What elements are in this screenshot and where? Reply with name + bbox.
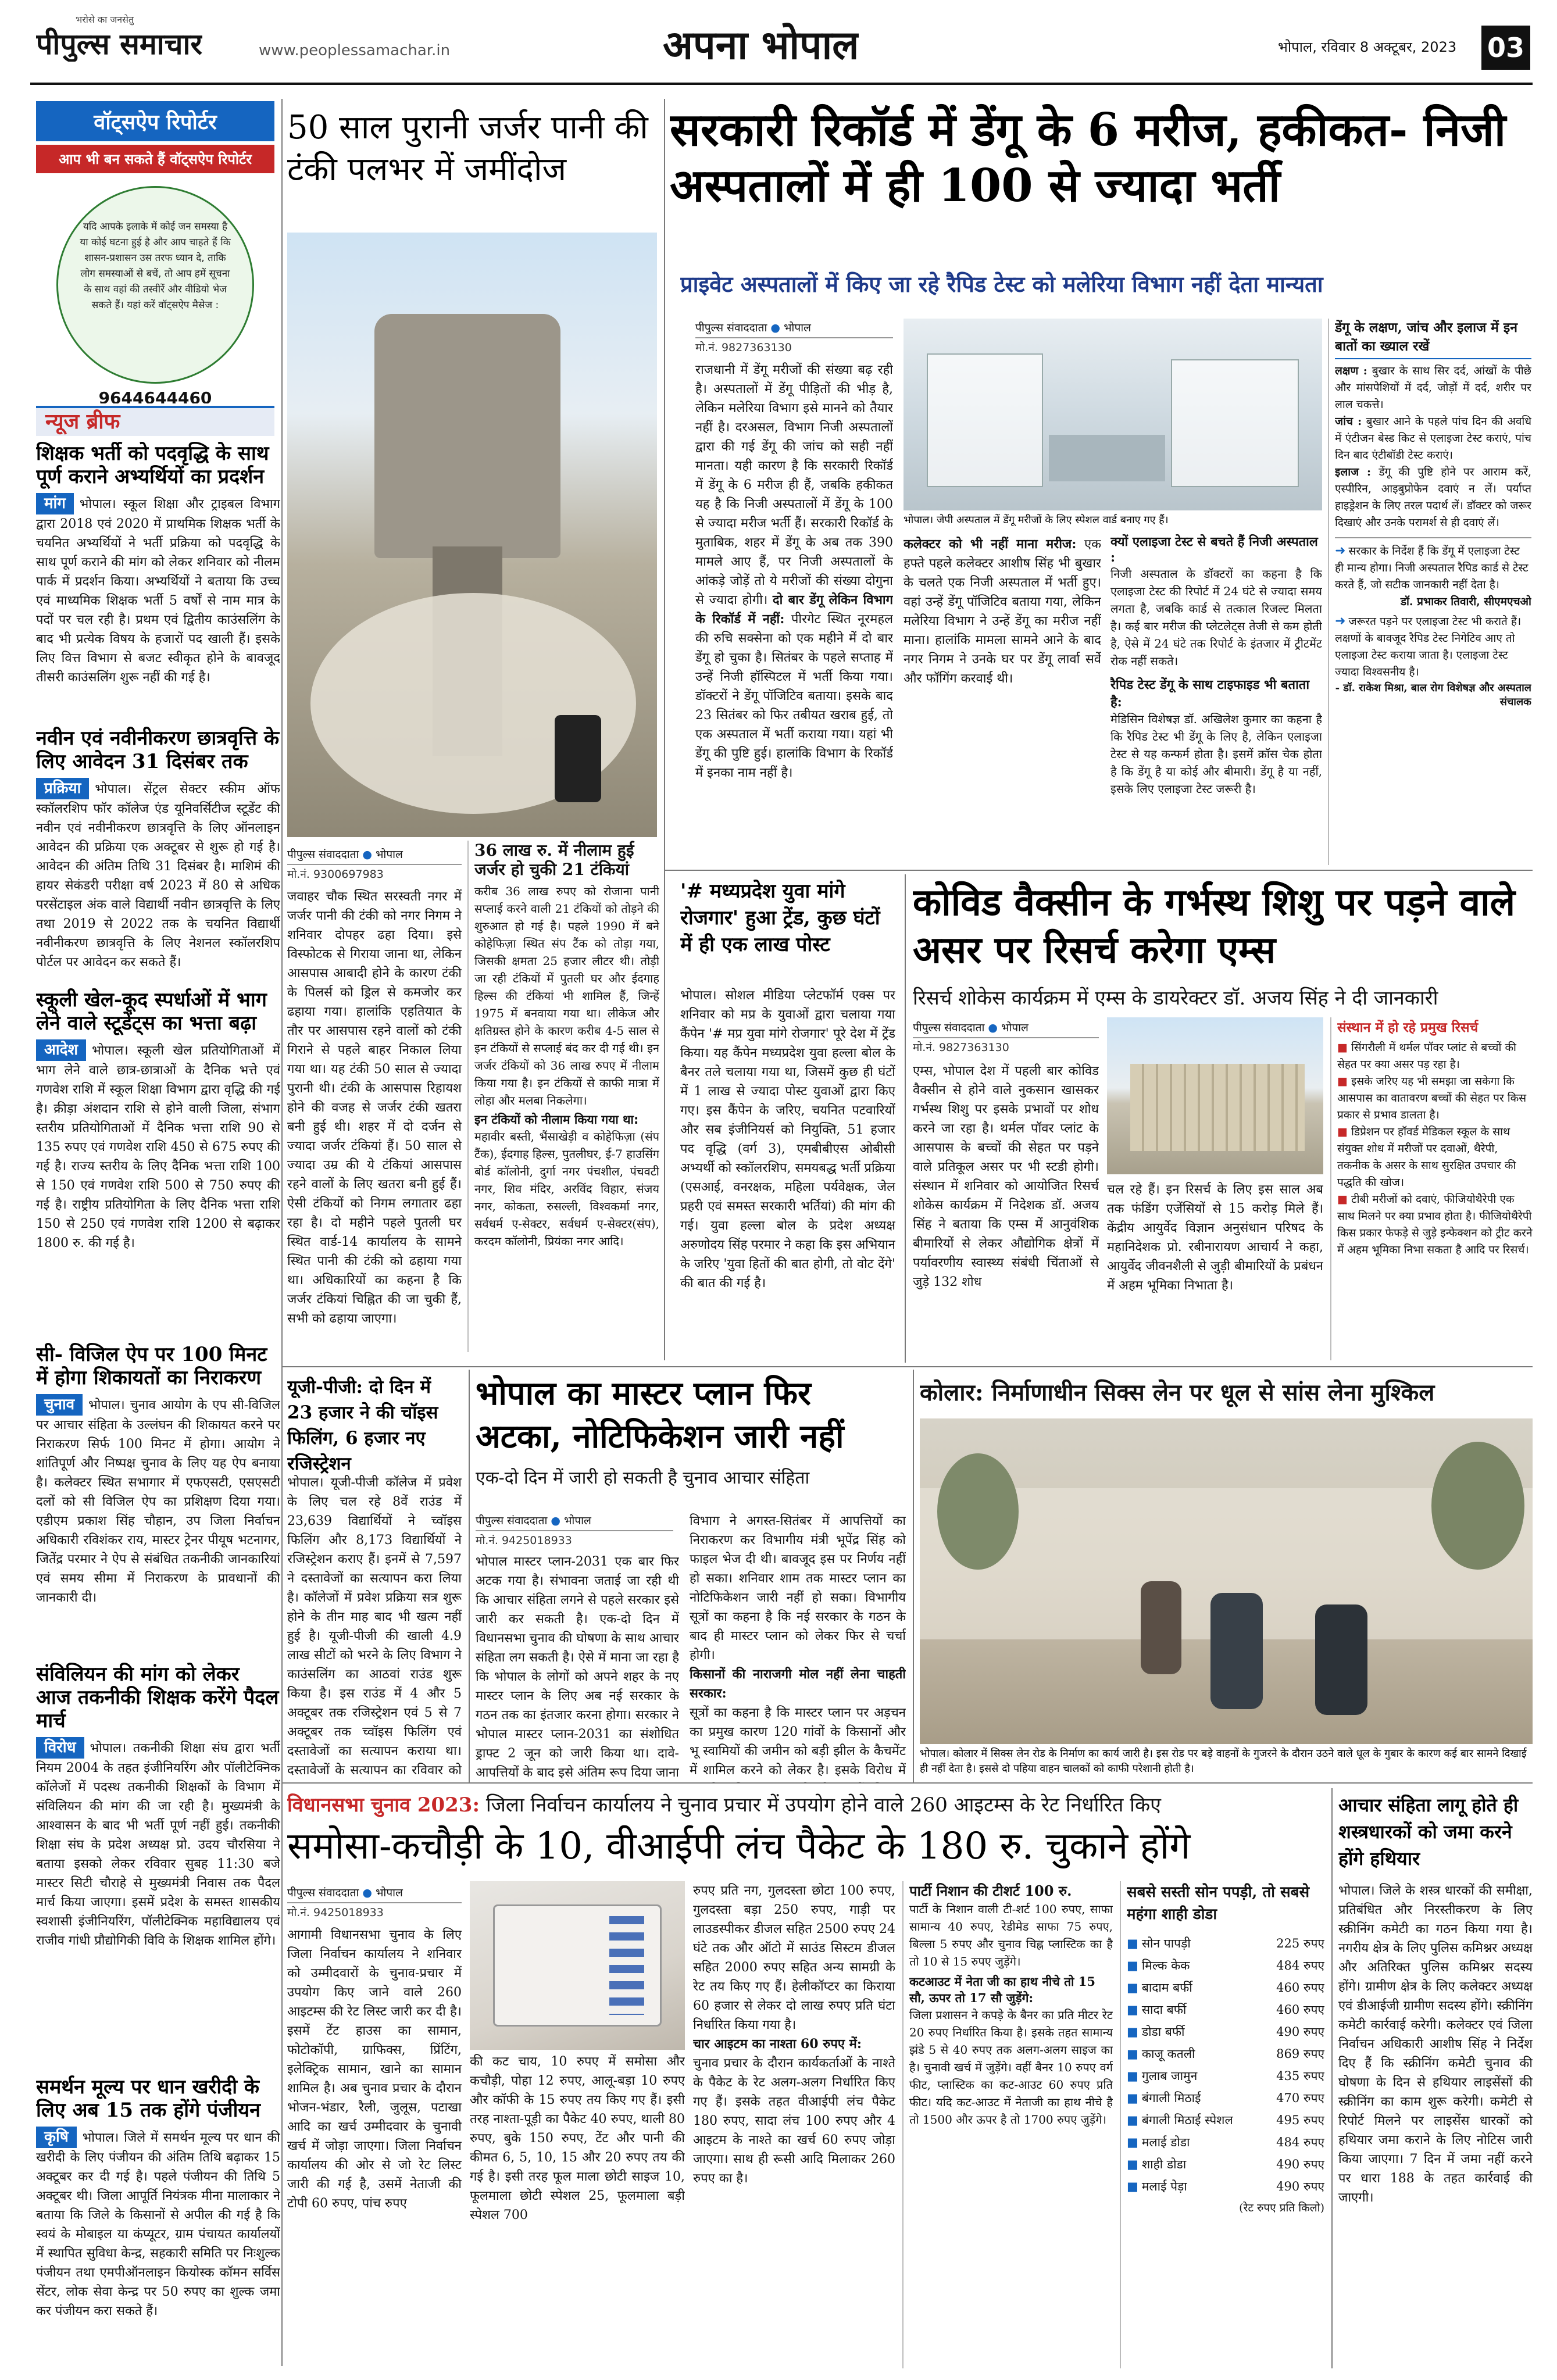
weapons-headline[interactable]: आचार संहिता लागू होते ही शस्त्रधारकों को जमा करने होंगे हथियार xyxy=(1338,1794,1519,1870)
election-text4: चुनाव प्रचार के दौरान कार्यकर्ताओं के नाश्ते के पैकेट के रेट अलग-अलग निर्धारित किए गए हैं। इसके तहत वीआईपी लंच पैकेट 180 रुपए, सादा लंच 100 रुपए और 4 आइटम के नाश्ते का खर्च 60 रुपए जोड़ा जाएगा। साथ ही रूसी आदि मिलाकर 260 रुपए का है। xyxy=(693,2056,895,2186)
election-mobile: मो.नं. 9425018933 xyxy=(287,1906,384,1919)
election-byline xyxy=(287,1884,462,1903)
election-kicker-text: जिला निर्वाचन कार्यालय ने चुनाव प्रचार में उपयोग होने वाले 260 आइटम्स के रेट निर्धारित किए xyxy=(485,1793,1161,1817)
bullet-icon: ■ xyxy=(1127,2157,1138,2171)
water-tank-shape xyxy=(374,314,560,558)
news-brief-heading xyxy=(36,406,274,436)
column-divider xyxy=(902,1881,904,2368)
evm-buttons xyxy=(609,1916,644,2015)
election-col3 xyxy=(693,1881,895,2368)
dengue-quote2-by: - डॉ. राकेश मिश्रा, बाल रोग विशेषज्ञ और अस्पताल संचालक xyxy=(1335,682,1531,708)
byline-city: भोपाल xyxy=(784,321,811,334)
tank-side-headline: 36 लाख रु. में नीलाम हुई जर्जर हो चुकी 21 टंकियां xyxy=(474,841,634,880)
byline-name: पीपुल्स संवाददाता xyxy=(476,1514,548,1527)
bullet-icon: ■ xyxy=(1127,2113,1138,2127)
rate-price: 484 रुपए xyxy=(1276,2135,1324,2149)
motorbike xyxy=(1210,1593,1263,1709)
brief-item xyxy=(36,1663,280,2070)
covid-byline xyxy=(913,1019,1099,1038)
scooter xyxy=(1141,1581,1181,1674)
masterplan-subhead: एक-दो दिन में जारी हो सकती है चुनाव आचार संहिता xyxy=(476,1468,810,1488)
election-kicker: विधानसभा चुनाव 2023: xyxy=(287,1793,480,1817)
bullet-icon: ● xyxy=(770,321,781,334)
rate-price: 470 रुपए xyxy=(1276,2091,1324,2105)
bullet-icon: ● xyxy=(362,1886,373,1899)
masthead xyxy=(0,0,1557,99)
brief-headline[interactable]: स्कूली खेल-कूद स्पर्धाओं में भाग लेने वाले स्टूडेंट्स का भत्ता बढ़ा xyxy=(36,988,267,1035)
covid-sidebar-item xyxy=(1337,1124,1533,1191)
sidebar-value: बुखार आने के पहले पांच दिन की अवधि में एंटीजन बेस्ड किट से एलाइजा टेस्ट कराएं, पांच दिन बाद एंटीबॉडी टेस्ट कराएं। xyxy=(1335,415,1531,462)
column-divider xyxy=(469,1370,470,1782)
brief-headline[interactable]: नवीन एवं नवीनीकरण छात्रवृत्ति के लिए आवेदन 31 दिसंबर तक xyxy=(36,727,280,774)
rate-price: 484 रुपए xyxy=(1276,1959,1324,1972)
rate-price: 435 रुपए xyxy=(1276,2069,1324,2083)
column-divider xyxy=(1331,1788,1333,2368)
rate-item: काजू कतली xyxy=(1141,2047,1195,2061)
masterplan-mobile: मो.नं. 9425018933 xyxy=(476,1534,572,1547)
election-subhead: चार आइटम का नाश्ता 60 रुपए में: xyxy=(693,2036,862,2052)
rate-item: गुलाब जामुन xyxy=(1141,2069,1198,2083)
dengue-sidebar xyxy=(1335,319,1531,865)
bullet-icon: ● xyxy=(551,1514,561,1527)
sidebar-key: इलाज : xyxy=(1335,466,1372,478)
brief-text: भोपाल। सेंट्रल सेक्टर स्कीम ऑफ स्कॉलरशिप फॉर कॉलेज एंड यूनिवर्सिटीज स्टूडेंट की नवीन एवं नवीनीकरण छात्रवृत्ति के लिए ऑनलाइन आवेदन की प्रक्रिया एक अक्टूबर से शुरू हो गई है। आवेदन की अंतिम तिथि 31 दिसंबर है। माशिमं की हायर सेकंडरी परीक्षा वर्ष 2023 में 80 से अधिक परसेंटाइल अंक वाले विद्यार्थी नवीन छात्रवृत्ति के लिए तथा 2019 से 2022 तक के चयनित विद्यार्थी नवीनीकरण छात्रवृत्ति के लिए नेशनल स्कॉलरशिप पोर्टल पर आवेदन कर सकते हैं। xyxy=(36,782,280,970)
bullet-icon: ● xyxy=(988,1021,998,1034)
election-text2: की कट चाय, 10 रुपए में समोसा और कचौड़ी, पोहा 12 रुपए, आलू-बड़ा 10 रुपए और कॉफी के 15 रुपए तय किए गए हैं। इसी तरह नाश्ता-पूड़ी का पैकेट 40 रुपए, थाली 80 रुपए, बुके 150 रुपए, टेंट और पानी की कीमत 6, 5, 10, 15 और 20 रुपए तय की गई है। इसी तरह फूल माला छोटी साइज 10, फूलमाला छोटी स्पेशल 25, फूलमाला बड़ी स्पेशल 700 xyxy=(470,2054,685,2222)
brief-label: विरोध xyxy=(36,1737,84,1759)
rate-item: बादाम बर्फी xyxy=(1141,1981,1192,1995)
ugpg-text: भोपाल। यूजी-पीजी कॉलेज में प्रवेश के लिए चल रहे 8वें राउंड में 23,639 विद्यार्थियों ने च्वॉइस फिलिंग और 8,173 विद्यार्थियों ने रजिस्ट्रेशन कराए हैं। इनमें से 7,597 ने दस्तावेजों का सत्यापन करा लिया है। कॉलेजों में प्रवेश प्रक्रिया सत्र शुरू होने के तीन माह बाद भी खत्म नहीं हुई है। यूजी-पीजी की खाली 4.9 लाख सीटों को भरने के लिए विभाग ने काउंसलिंग का आठवां राउंड शुरू किया है। इस राउंड में 4 और 5 अक्टूबर तक रजिस्ट्रेशन एवं 5 से 7 अक्टूबर तक च्वॉइस फिलिंग एवं दस्तावेजों का सत्यापन कराया था। दस्तावेजों के सत्यापन का रविवार को xyxy=(287,1475,462,1778)
covid-sidebar-item xyxy=(1337,1073,1533,1124)
trend-text: भोपाल। सोशल मीडिया प्लेटफॉर्म एक्स पर शनिवार को मप्र के युवाओं द्वारा चलाया गया कैंपेन '# मप्र युवा मांगे रोजगार' पूरे देश में ट्रेंड किया। यह कैंपेन मध्यप्रदेश युवा हल्ला बोल के बैनर तले चलाया गया था, जिसमें कुछ ही घंटों में 1 लाख से ज्यादा पोस्ट युवाओं द्वारा किए गए। इस कैंपेन के जरिए, चयनित पटवारियों और सब इंजीनियर्स को नियुक्ति, 51 हजार पद वृद्धि (वर्ग 3), एमबीबीएस ओबीसी अभ्यर्थी को स्कॉलरशिप, समयबद्ध भर्ती प्रक्रिया (एसआई, वनरक्षक, महिला पर्यवेक्षक, जेल प्रहरी एवं समस्त सरकारी भर्तियां) की मांग की गई। युवा हल्ला बोल के प्रदेश अध्यक्ष अरुणोदय सिंह परमार ने कहा कि इस अभियान के जरिए 'युवा हितों की बात होगी, तो वोट देंगे' की बात की गई है। xyxy=(680,988,895,1291)
byline-name: पीपुल्स संवाददाता xyxy=(913,1021,985,1034)
masterplan-subhead2: किसानों की नाराजगी मोल नहीं लेना चाहती सरकार: xyxy=(690,1667,906,1701)
covid-sidebar-title: संस्थान में हो रहे प्रमुख रिसर्च xyxy=(1337,1020,1479,1035)
covid-headline[interactable]: कोविड वैक्सीन के गर्भस्थ शिशु पर पड़ने वाले असर पर रिसर्च करेगा एम्स xyxy=(913,881,1516,972)
election-text1: आगामी विधानसभा चुनाव के लिए जिला निर्वाचन कार्यालय ने शनिवार को उम्मीदवारों के चुनाव-प्रचार में उपयोग किए जाने वाले 260 आइटम्स की रेट लिस्ट जारी कर दी है। इसमें टेंट हाउस का सामान, फोटोकॉपी, ग्राफिक्स, प्रिंटिंग, इलेक्ट्रिक सामान, खाने का सामान शामिल है। अब चुनाव प्रचार के दौरान भोजन-भंडार, रैली, जुलूस, पटाखा आदि का खर्च उम्मीदवार के चुनावी खर्च में जोड़ा जाएगा। जिला निर्वाचन कार्यालय की ओर से जो रेट लिस्ट जारी की गई है, उसमें नेताजी की टोपी 60 रुपए, पांच रुपए xyxy=(287,1928,462,2211)
byline-name: पीपुल्स संवाददाता xyxy=(287,848,359,861)
bullet-icon: ■ xyxy=(1337,1193,1348,1206)
whatsapp-phone[interactable]: 9644644460 xyxy=(98,388,212,403)
dengue-mobile: मो.नं. 9827363130 xyxy=(695,341,792,354)
rates-note: (रेट रुपए प्रति किलो) xyxy=(1239,2202,1324,2214)
masterplan-byline xyxy=(476,1511,673,1531)
bullet-icon: ■ xyxy=(1337,1041,1348,1054)
dengue-sidebar-item xyxy=(1335,464,1531,531)
brief-label: मांग xyxy=(36,493,74,514)
dengue-box xyxy=(1110,533,1322,858)
rate-row xyxy=(1127,2065,1324,2087)
dengue-quote1: सरकार के निर्देश हैं कि डेंगू में एलाइजा टेस्ट ही मान्य होगा। निजी अस्पताल रैपिड कार्ड से टेस्ट करते हैं, जो सटीक जानकारी नहीं देता है। xyxy=(1335,545,1529,591)
covid-text2: चल रहे हैं। इन रिसर्च के लिए इस साल अब तक फंडिंग एजेंसियों से 15 करोड़ मिले हैं। केंद्रीय आयुर्वेद विज्ञान अनुसंधान परिषद के महानिदेशक प्रो. रबीनारायण आचार्य ने कहा, आयुर्वेद जीवनशैली से जुड़ी बीमारियों के प्रबंधन में अहम भूमिका निभाता है। xyxy=(1107,1182,1323,1293)
bullet-icon: ● xyxy=(362,848,373,861)
rate-row xyxy=(1127,2043,1324,2065)
brief-text: भोपाल। तकनीकी शिक्षा संघ द्वारा भर्ती नियम 2004 के तहत इंजीनियरिंग और पॉलीटेक्निक कॉलेजों में पदस्थ तकनीकी शिक्षकों के विभाग में संविलियन की मांग की जा रही है। मुख्यमंत्री के आश्वासन के बाद भी भर्ती पूर्ण नहीं हुई। तकनीकी शिक्षा संघ के प्रदेश अध्यक्ष प्रो. उदय चौरसिया ने बताया इसको लेकर रविवार सुबह 11:30 बजे मास्टर सिटी चौराहे से मुख्यमंत्री निवास तक पैदल मार्च किया जाएगा। इसमें प्रदेश के समस्त शासकीय स्वशासी इंजीनियरिंग, पॉलीटेक्निक महाविद्यालय एवं राजीव गांधी प्रौद्योगिकी विवि के शिक्षक शामिल होंगे। xyxy=(36,1741,280,1949)
byline-city: भोपाल xyxy=(1001,1021,1029,1034)
research-item: टीबी मरीजों को दवाएं, फीजियोथैरेपी एक साथ मिलने पर क्या प्रभाव होता है। फीजियोथैरेपी किस प्रकार फेफड़े से जुड़े इन्फेक्शन को ट्रीट करने में अहम भूमिका निभा सकता है आदि पर रिसर्च। xyxy=(1337,1193,1533,1256)
byline-city: भोपाल xyxy=(376,1886,403,1899)
bullet-icon: ■ xyxy=(1127,2135,1138,2149)
brief-headline[interactable]: संविलियन की मांग को लेकर आज तकनीकी शिक्षक करेंगे पैदल मार्च xyxy=(36,1663,279,1733)
bullet-icon: ■ xyxy=(1337,1075,1348,1088)
rate-row xyxy=(1127,2175,1324,2197)
rate-item: मलाई डोडा xyxy=(1141,2135,1190,2149)
column-divider xyxy=(1120,1881,1121,2368)
rate-price: 460 रुपए xyxy=(1276,1981,1324,1995)
election-headline[interactable]: समोसा-कचौड़ी के 10, वीआईपी लंच पैकेट के 180 रु. चुकाने होंगे xyxy=(287,1825,1191,1868)
quote-arrow-icon: ➜ xyxy=(1335,544,1346,558)
dengue-subhead2: दो बार डेंगू लेकिन विभाग के रिकॉर्ड में नहीं: xyxy=(695,592,893,627)
tank-side-text: करीब 36 लाख रुपए को रोजाना पानी सप्लाई करने वाली 21 टंकियों को तोड़ने की शुरुआत हो गई है। पहले 1990 में बने कोहेफिज़ा स्थित संप टैंक को तोड़ा गया, जिसकी क्षमता 25 हजार लीटर थी। तोड़ी जा रही टंकियों में पुतली घर और ईदगाह हिल्स की टंकियां भी शामिल हैं, जिन्हें 1975 में बनवाया गया था। लीकेज और क्षतिग्रस्त होने के कारण करीब 4-5 साल से इन टंकियों से सप्लाई बंद कर दी गई थी। इन जर्जर टंकियों को 36 लाख रुपए में नीलाम किया गया है। इन टंकियों से काफी मात्रा में लोहा और मलबा निकलेगा। xyxy=(474,884,659,1108)
rate-row xyxy=(1127,2087,1324,2109)
tank-side-text2: महावीर बस्ती, भैंसाखेड़ी व कोहेफिज़ा (संप टैंक), ईदगाह हिल्स, पुतलीघर, ई-7 हाउसिंग बोर्ड कॉलोनी, दुर्गा नगर पंचशील, पंचवटी नगर, शिव मंदिर, अरविंद विहार, संजय नगर, कोकता, रुसल्ली, विश्वकर्मा नगर, सर्वधर्म ए-सेक्टर, सर्वधर्म ए-सेक्टर(संप), करदम कॉलोनी, प्रियंका नगर आदि। xyxy=(474,1130,659,1249)
rate-row xyxy=(1127,2131,1324,2153)
bed-net xyxy=(927,353,1043,487)
brief-headline[interactable]: सी- विजिल ऐप पर 100 मिनट में होगा शिकायतों का निराकरण xyxy=(36,1343,267,1390)
rate-item: मिल्क केक xyxy=(1141,1959,1190,1972)
tank-mobile: मो.नं. 9300697983 xyxy=(287,868,384,881)
brief-item xyxy=(36,2075,280,2368)
tree-silhouette xyxy=(937,1453,1019,1570)
weapons-text: भोपाल। जिले के शस्त्र धारकों की समीक्षा, प्रतिबंधित और निरस्तीकरण के लिए स्क्रीनिंग कमेटी का गठन किया गया है। नगरीय क्षेत्र के लिए पुलिस कमिश्नर अध्यक्ष और अतिरिक्त पुलिस कमिश्नर सदस्य होंगे। ग्रामीण क्षेत्र के लिए कलेक्टर अध्यक्ष एवं डीआईजी ग्रामीण सदस्य होंगे। स्क्रीनिंग कमेटी कार्रवाई करेगी। कलेक्टर एवं जिला निर्वाचन अधिकारी आशीष सिंह ने निर्देश दिए हैं कि स्क्रीनिंग कमेटी चुनाव की घोषणा के दिन से हथियार लाइसेंसों की स्क्रीनिंग का काम शुरू करेगी। कमेटी से रिपोर्ट मिलने पर लाइसेंस धारकों को हथियार जमा कराने के लिए नोटिस जारी किया जाएगा। 7 दिन में जमा नहीं करने पर धारा 188 के तहत कार्रवाई की जाएगी। xyxy=(1338,1884,1533,2205)
rate-row xyxy=(1127,1999,1324,2021)
election-box xyxy=(909,1881,1113,2368)
brief-text: भोपाल। जिले में समर्थन मूल्य पर धान की खरीदी के लिए पंजीयन की अंतिम तिथि बढ़ाकर 15 अक्टूबर कर दी गई है। पहले पंजीयन की तिथि 5 अक्टूबर थी। जिला आपूर्ति नियंत्रक मीना मालाकार ने बताया कि जिले के किसानों से अपील की गई है कि स्वयं के मोबाइल या कंप्यूटर, ग्राम पंचायत कार्यालयों में स्थापित सुविधा केन्द्र, सहकारी समिति पर निःशुल्क पंजीयन तथा एमपीऑनलाइन कियोस्क कॉमन सर्विस सेंटर, लोक सेवा केन्द्र पर 50 रुपए का शुल्क जमा कर पंजीयन करा सकते हैं। xyxy=(36,2131,280,2319)
dengue-subhead3: कलेक्टर को भी नहीं माना मरीज: xyxy=(904,537,1077,552)
rate-price: 225 रुपए xyxy=(1276,1936,1324,1950)
rate-item: सोन पापड़ी xyxy=(1141,1936,1191,1950)
dengue-box1-head: क्यों एलाइजा टेस्ट से बचते हैं निजी अस्पताल : xyxy=(1110,534,1318,565)
evm-photo xyxy=(470,1881,685,2050)
tank-side-subhead: इन टंकियों को नीलाम किया गया था: xyxy=(474,1113,639,1127)
dengue-quote2: जरूरत पड़ने पर एलाइजा टेस्ट भी कराते हैं। लक्षणों के बावजूद रैपिड टेस्ट निगेटिव आए तो एलाइजा टेस्ट कराया जाता है। एलाइजा टेस्ट ज्यादा विश्वसनीय है। xyxy=(1335,615,1522,678)
column-divider xyxy=(1330,1017,1331,1360)
sidebar-key: जांच : xyxy=(1335,415,1362,428)
dengue-text1 xyxy=(695,360,893,855)
bullet-icon: ■ xyxy=(1127,1981,1138,1995)
brief-headline[interactable]: समर्थन मूल्य पर धान खरीदी के लिए अब 15 तक होंगे पंजीयन xyxy=(36,2075,260,2122)
dengue-box2-text: मेडिसिन विशेषज्ञ डॉ. अखिलेश कुमार का कहना है कि रैपिड टेस्ट भी डेंगू के लिए है, लेकिन एलाइजा टेस्ट से यह कन्फर्म होता है। इसमें क्रॉस चेक होता है कि डेंगू है या कोई और बीमारी। डेंगू है या नहीं, इसके लिए एलाइजा टेस्ट जरूरी है। xyxy=(1110,712,1322,796)
motorbike xyxy=(1315,1604,1367,1715)
masterplan-col2 xyxy=(690,1511,906,1782)
covid-subhead: रिसर्च शोकेस कार्यक्रम में एम्स के डायरेक्टर डॉ. अजय सिंह ने दी जानकारी xyxy=(913,987,1438,1010)
bullet-icon: ■ xyxy=(1127,2003,1138,2017)
rate-item: डोडा बर्फी xyxy=(1141,2025,1185,2039)
masthead-rule xyxy=(30,83,1533,85)
rate-price: 490 रुपए xyxy=(1276,2025,1324,2039)
section-rule xyxy=(664,870,1533,871)
bullet-icon: ■ xyxy=(1127,2179,1138,2193)
brief-text: भोपाल। चुनाव आयोग के एप सी-विजिल पर आचार संहिता के उल्लंघन की शिकायत करने पर निराकरण सिर्फ 100 मिनट में होगा। आयोग ने शांतिपूर्ण और निष्पक्ष चुनाव के लिए यह ऐप बनाया है। कलेक्टर स्थित सभागार में एफएसटी, एसएसटी दलों को सी विजिल ऐप का प्रशिक्षण दिया गया। एडीएम प्रकाश सिंह चौहान, उप जिला निर्वाचन अधिकारी रविशंकर राय, मास्टर ट्रेनर पीयूष भटनागर, जितेंद्र परमार ने ऐप से संबंधित तकनीकी जानकारियां एवं समय सीमा में निराकरण के प्रावधानों की जानकारी दी। xyxy=(36,1398,280,1606)
rates-title: सबसे सस्ती सोन पपड़ी, तो सबसे महंगा शाही डोडा xyxy=(1127,1884,1310,1923)
rates-table xyxy=(1127,1932,1324,2197)
section-title: अपना भोपाल xyxy=(663,22,859,69)
rate-item: बंगाली मिठाई स्पेशल xyxy=(1141,2113,1233,2127)
column-divider xyxy=(467,841,469,1352)
quote-arrow-icon: ➜ xyxy=(1335,614,1346,628)
ugpg-headline[interactable]: यूजी-पीजी: दो दिन में 23 हजार ने की चॉइस फिलिंग, 6 हजार नए रजिस्ट्रेशन xyxy=(287,1377,438,1474)
rate-row xyxy=(1127,2153,1324,2175)
rate-price: 490 रुपए xyxy=(1276,2157,1324,2171)
kolar-headline[interactable]: कोलार: निर्माणाधीन सिक्स लेन पर धूल से सांस लेना मुश्किल xyxy=(920,1379,1435,1406)
news-brief-title: न्यूज ब्रीफ xyxy=(45,410,120,434)
covid-sidebar xyxy=(1337,1017,1533,1360)
bullet-icon: ■ xyxy=(1337,1125,1348,1138)
rate-row xyxy=(1127,2109,1324,2131)
covid-mobile: मो.नं. 9827363130 xyxy=(913,1041,1009,1054)
dengue-text1-body: राजधानी में डेंगू मरीजों की संख्या बढ़ रही है। अस्पतालों में डेंगू पीड़ितों की भीड़ है, लेकिन मलेरिया विभाग इसे मानने को तैयार नहीं है। दरअसल, विभाग निजी अस्पतालों द्वारा की गई डेंगू की जांच को सही नहीं मानता। यही कारण है कि सरकारी रिकॉर्ड में डेंगू के 6 मरीज ही हैं, जबकि हकीकत यह है कि निजी अस्पतालों में डेंगू के 100 से ज्यादा मरीज भर्ती हैं। सरकारी रिकॉर्ड के मुताबिक, शहर में डेंगू के अब तक 390 मामले आए हैं, पर निजी अस्पतालों के आंकड़े जोड़ें तो ये मरीजों की संख्या दोगुना से ज्यादा होगी। xyxy=(695,363,893,607)
masthead-brand-tagline: भरोसे का जनसेतु xyxy=(76,14,134,25)
rate-price: 460 रुपए xyxy=(1276,2003,1324,2017)
research-item: इसके जरिए यह भी समझा जा सकेगा कि आसपास का वातावरण बच्चों की सेहत पर किस प्रकार से प्रभाव डालता है। xyxy=(1337,1075,1527,1121)
brief-item xyxy=(36,988,280,1337)
bullet-icon: ■ xyxy=(1127,1936,1138,1950)
election-box-text2: जिला प्रशासन ने कपड़े के बैनर का प्रति मीटर रेट 20 रुपए निर्धारित किया है। इसके तहत सामान्य झंडे 5 से 40 रुपए तक अलग-अलग साइज का है। चुनावी खर्च में जुड़ेंगे। वहीं बैनर 10 रुपए वर्ग फीट, प्लास्टिक का कट-आउट 60 रुपए प्रति फीट। यदि कट-आउट में नेताजी का हाथ नीचे है तो 1500 और ऊपर है तो 1700 रुपए जुड़ेंगे। xyxy=(909,2008,1113,2127)
sweets-rate-list xyxy=(1127,1881,1324,2368)
research-item: डिप्रेशन पर हॉवर्ड मेडिकल स्कूल के साथ संयुक्त शोध में मरीजों पर दवाओं, थैरेपी, तकनीक के असर के साथ सुरक्षित उपचार की पद्धति की खोज। xyxy=(1337,1125,1516,1189)
kolar-road-photo xyxy=(920,1418,1533,1744)
dengue-byline xyxy=(695,319,893,338)
dengue-headline[interactable]: सरकारी रिकॉर्ड में डेंगू के 6 मरीज, हकीकत- निजी अस्पतालों में ही 100 से ज्यादा भर्ती xyxy=(670,103,1506,212)
trend-headline[interactable]: '# मध्यप्रदेश युवा मांगे रोजगार' हुआ ट्रेंड, कुछ घंटों में ही एक लाख पोस्ट xyxy=(680,880,880,956)
bullet-icon: ■ xyxy=(1127,2047,1138,2061)
sidebar-value: बुखार के साथ सिर दर्द, आंखों के पीछे और मांसपेशियों में दर्द, जोड़ों में दर्द, शरीर पर लाल चकत्ते। xyxy=(1335,364,1531,411)
brief-text: भोपाल। स्कूल शिक्षा और ट्राइबल विभाग द्वारा 2018 एवं 2020 में प्राथमिक शिक्षक भर्ती के चयनित अभ्यर्थियों ने भर्ती प्रक्रिया को पदवृद्धि के साथ पूर्ण कराने की मांग को लेकर शनिवार को नीलम पार्क में प्रदर्शन किया। अभ्यर्थियों ने बताया कि उच्च एवं माध्यमिक शिक्षक भर्ती 5 वर्षों से नाम मात्र के पदों पर चल रही है। प्रथम एवं द्वितीय काउंसलिंग के बाद भी प्रत्येक विषय के हजारों पद खाली हैं। इसके लिए वित्त विभाग से बजट स्वीकृत होने के बावजूद तीसरी काउंसलिंग शुरू नहीं की गई है। xyxy=(36,497,280,685)
dengue-sidebar-item xyxy=(1335,363,1531,413)
rate-item: सादा बर्फी xyxy=(1141,2003,1187,2017)
dengue-text3: एक हफ्ते पहले कलेक्टर आशीष सिंह भी बुखार के चलते एक निजी अस्पताल में भर्ती हुए। वहां उन्हें डेंगू पॉजिटिव बताया गया, लेकिन मलेरिया विभाग ने उन्हें डेंगू का मरीज नहीं माना। हालांकि मामला सामने आने के बाद नगर निगम ने उनके घर पर डेंगू लार्वा सर्वे और फॉगिंग करवाई थी। xyxy=(904,537,1101,686)
column-divider xyxy=(664,99,665,1360)
quote-block xyxy=(1335,537,1531,609)
tank-headline[interactable]: 50 साल पुरानी जर्जर पानी की टंकी पलभर में जमींदोज xyxy=(287,109,648,188)
section-rule xyxy=(281,1366,1533,1367)
dengue-photo-caption: भोपाल। जेपी अस्पताल में डेंगू मरीजों के लिए स्पेशल वार्ड बनाए गए हैं। xyxy=(904,513,1322,527)
column-divider xyxy=(913,1370,914,1782)
phone-in-hand xyxy=(555,715,601,802)
byline-name: पीपुल्स संवाददाता xyxy=(287,1886,359,1899)
byline-city: भोपाल xyxy=(564,1514,591,1527)
sidebar-key: लक्षण : xyxy=(1335,364,1367,377)
brief-label: आदेश xyxy=(36,1039,86,1061)
brief-item xyxy=(36,1343,280,1657)
dengue-ward-photo xyxy=(904,319,1322,510)
rate-price: 490 रुपए xyxy=(1276,2179,1324,2193)
dengue-sidebar-title: डेंगू के लक्षण, जांच और इलाज में इन बातों का ख्याल रखें xyxy=(1335,319,1531,359)
rate-item: मलाई पेड़ा xyxy=(1141,2179,1187,2193)
tank-byline xyxy=(287,845,462,865)
byline-city: भोपाल xyxy=(376,848,403,861)
dengue-quote1-by: डॉ. प्रभाकर तिवारी, सीएमएचओ xyxy=(1400,595,1531,608)
column-divider xyxy=(281,99,283,2366)
brief-label: प्रक्रिया xyxy=(36,778,89,799)
covid-text1: एम्स, भोपाल देश में पहली बार कोविड वैक्सीन से होने वाले नुकसान खासकर गर्भस्थ शिशु पर इसके प्रभावों पर शोध करने जा रहा है। थर्मल पॉवर प्लांट के आसपास के बच्चों की सेहत पर पड़ने वाले प्रतिकूल असर पर भी स्टडी होगी। संस्थान में शनिवार को आयोजित रिसर्च शोकेस कार्यक्रम में निदेशक डॉ. अजय सिंह ने बताया कि एम्स में आनुवंशिक बीमारियों से लेकर औद्योगिक क्षेत्रों में पर्यावरणीय स्वास्थ्य संबंधी चिंताओं से जुड़े 132 शोध xyxy=(913,1064,1099,1289)
section-rule xyxy=(281,1782,1533,1784)
tree-silhouette xyxy=(1431,1442,1524,1570)
brief-label: चुनाव xyxy=(36,1394,83,1416)
tank-sidebox xyxy=(474,841,659,1358)
rate-item: शाही डोडा xyxy=(1141,2157,1187,2171)
rate-row xyxy=(1127,2021,1324,2043)
rate-row xyxy=(1127,1932,1324,1954)
masthead-brand[interactable]: पीपुल्स समाचार xyxy=(36,27,202,61)
dengue-text2: पीरगेट स्थित नूरमहल की रुचि सक्सेना को एक महीने में दो बार डेंगू हो चुका है। सितंबर के पहले सप्ताह में उन्हें निजी हॉस्पिटल में भर्ती किया गया। डॉक्टरों ने डेंगू पॉजिटिव बताया। इसके बाद 23 सितंबर को फिर तबीयत खराब हुई, तो एक अस्पताल में भर्ती कराया गया। यहां भी डेंगू की पुष्टि हुई। हालांकि विभाग के रिकॉर्ड में इनका नाम नहीं है। xyxy=(695,612,893,780)
election-box-head: पार्टी निशान की टीशर्ट 100 रु. xyxy=(909,1882,1072,1899)
brief-label: कृषि xyxy=(36,2127,77,2148)
dengue-sidebar-item xyxy=(1335,413,1531,464)
byline-name: पीपुल्स संवाददाता xyxy=(695,321,767,334)
masterplan-text2: विभाग ने अगस्त-सितंबर में आपत्तियों का निराकरण कर विभागीय मंत्री भूपेंद्र सिंह को फाइल भेज दी थी। बावजूद इस पर निर्णय नहीं हो सका। शनिवार शाम तक मास्टर प्लान का नोटिफिकेशन जारी नहीं हो सका। विभागीय सूत्रों का कहना है कि नई सरकार के गठन के बाद ही मास्टर प्लान को लेकर फिर से चर्चा होगी। xyxy=(690,1514,906,1663)
bullet-icon: ■ xyxy=(1127,1959,1138,1972)
whatsapp-bubble xyxy=(56,186,254,384)
dengue-box2-head: रैपिड टेस्ट डेंगू के साथ टाइफाइड भी बताता है: xyxy=(1110,677,1310,710)
brief-headline[interactable]: शिक्षक भर्ती को पदवृद्धि के साथ पूर्ण कराने अभ्यर्थियों का प्रदर्शन xyxy=(36,442,269,489)
tank-photo xyxy=(287,233,657,837)
bullet-icon: ■ xyxy=(1127,2091,1138,2105)
aiims-building-photo xyxy=(1107,1017,1323,1174)
masterplan-headline[interactable]: भोपाल का मास्टर प्लान फिर अटका, नोटिफिकेशन जारी नहीं xyxy=(476,1374,844,1456)
page-date: भोपाल, रविवार 8 अक्टूबर, 2023 xyxy=(1278,39,1457,55)
whatsapp-title: वॉट्सऐप रिपोर्टर xyxy=(36,101,274,141)
rate-price: 495 रुपए xyxy=(1276,2113,1324,2127)
column-divider xyxy=(1328,319,1329,865)
page-number: 03 xyxy=(1481,26,1530,70)
brief-text: भोपाल। स्कूली खेल प्रतियोगिताओं में भाग लेने वाले छात्र-छात्राओं के दैनिक भत्ते एवं गणवेश राशि में स्कूल शिक्षा विभाग द्वारा वृद्धि की गई है। क्रीड़ा अंशदान राशि से होने वाली जिला, संभाग स्तरीय प्रतियोगिताओं में दैनिक भत्ता राशि 90 से 135 रुपए एवं गणवेश राशि 450 से 675 रुपए की गई है। राज्य स्तरीय के लिए दैनिक भत्ता राशि 100 से 150 एवं गणवेश राशि 500 से 750 रुपए की गई है। राष्ट्रीय प्रतियोगिता के लिए दैनिक भत्ता राशि 150 से 250 एवं गणवेश राशि 1200 से बढ़ाकर 1800 रु. की गई है। xyxy=(36,1044,280,1251)
rate-row xyxy=(1127,1954,1324,1977)
tank-text: जवाहर चौक स्थित सरस्वती नगर में जर्जर पानी की टंकी को नगर निगम ने शनिवार दोपहर ढहा दिया। इसे विस्फोटक से गिराया जाना था, लेकिन आसपास आबादी होने के कारण टंकी के पिलर्स को ड्रिल से कमजोर कर ढहाया गया। हालांकि एहतियात के तौर पर आसपास रहने वालों को टंकी गिराने से पहले बाहर निकाल लिया गया था। यह टंकी 50 साल से ज्यादा पुरानी थी। टंकी के आसपास रिहायश होने की वजह से जर्जर टंकी खतरा बनी हुई थी। शहर में दो दर्जन से ज्यादा जर्जर टंकियां हैं। 50 साल से ज्यादा उम्र की ये टंकियां आसपास रहने वालों के लिए खतरा बनी हुई हैं। ऐसी टंकियों को निगम लगातार ढहा रहा है। दो महीने पहले पुतली घर स्थित वार्ड-14 कार्यालय के सामने स्थित पानी की टंकी को ढहाया गया था। अधिकारियों का कहना है कि जर्जर टंकियां चिह्नित की जा चुकी हैं, सभी को ढहाया जाएगा। xyxy=(287,889,462,1326)
masterplan-text3: सूत्रों का कहना है कि मास्टर प्लान पर अड़चन का प्रमुख कारण 120 गांवों के किसानों और भू स्वामियों की जमीन को बड़ी झील के कैचमेंट में शामिल करने को लेकर है। इसके विरोध में xyxy=(690,1706,906,1778)
column-divider xyxy=(905,874,906,1363)
election-box-text: पार्टी के निशान वाली टी-शर्ट 100 रुपए, साफा सामान्य 40 रुपए, रेडीमेड साफा 75 रुपए, बिल्ला 5 रुपए और चुनाव चिह्न प्लास्टिक का है तो 10 से 15 रुपए जुड़ेंगे। xyxy=(909,1902,1113,1968)
sidebar-value: डेंगू की पुष्टि होने पर आराम करें, एस्पीरिन, आइबुप्रोफेन दवाएं न लें। पर्याप्त हाइड्रेशन के लिए तरल पदार्थ लें। डॉक्टर को जरूर दिखाएं और उनके परामर्श से ही दवाएं लें। xyxy=(1335,466,1531,529)
whatsapp-subtitle: आप भी बन सकते हैं वॉट्सऐप रिपोर्टर xyxy=(36,145,274,173)
website-link[interactable]: www.peoplessamachar.in xyxy=(259,42,451,59)
covid-sidebar-item xyxy=(1337,1191,1533,1259)
covid-sidebar-item xyxy=(1337,1039,1533,1073)
bullet-icon: ■ xyxy=(1127,2025,1138,2039)
kolar-caption: भोपाल। कोलार में सिक्स लेन रोड के निर्माण का कार्य जारी है। इस रोड पर बड़े वाहनों के गुजरने के दौरान उठने वाले धूल के गुबार के कारण कई बार सामने दिखाई ही नहीं देता है। इससे दो पहिया वाहन चालकों को काफी परेशानी होती है। xyxy=(920,1746,1533,1777)
dengue-col2 xyxy=(904,535,1101,860)
dengue-box1-text: निजी अस्पताल के डॉक्टरों का कहना है कि एलाइजा टेस्ट की रिपोर्ट में 24 घंटे से ज्यादा समय लगता है, जबकि कार्ड से तत्काल रिजल्ट मिलता है। कई बार मरीज की प्लेटलेट्स तेजी से कम होती है, ऐसे में 24 घंटे तक रिपोर्ट के इंतजार में ट्रीटमेंट रोक नहीं सकते। xyxy=(1110,567,1322,668)
election-text3: रुपए प्रति नग, गुलदस्ता छोटा 100 रुपए, गुलदस्ता बड़ा 250 रुपए, गाड़ी पर लाउडस्पीकर डीजल सहित 2500 रुपए 24 घंटे तक और ऑटो में साउंड सिस्टम डीजल सहित 2000 रुपए सहित अन्य सामग्री के रेट तय किए गए हैं। हेलीकॉप्टर का किराया 60 हजार से लेकर दो लाख रुपए प्रति घंटा निर्धारित किया गया है। xyxy=(693,1884,895,2032)
research-item: सिंगरौली में थर्मल पॉवर प्लांट से बच्चों की सेहत पर क्या असर पड़ रहा है। xyxy=(1337,1041,1516,1071)
bed-net xyxy=(1171,359,1299,487)
election-box-head2: कटआउट में नेता जी का हाथ नीचे तो 15 सौ, ऊपर तो 17 सौ जुड़ेंगे: xyxy=(909,1974,1096,2005)
whatsapp-box xyxy=(36,101,274,403)
whatsapp-body: यदि आपके इलाके में कोई जन समस्या है या कोई घटना हुई है और आप चाहते हैं कि शासन-प्रशासन उस तरफ ध्यान दे, ताकि लोग समस्याओं से बचें, तो आप हमें सूचना के साथ वहां की तस्वीरें और वीडियो भेज सकते हैं। यहां करें वॉट्सऐप मैसेज : xyxy=(80,221,231,311)
masterplan-text1: भोपाल मास्टर प्लान-2031 एक बार फिर अटक गया है। संभावना जताई जा रही थी कि आचार संहिता लगने से पहले सरकार इसे जारी कर सकती है। एक-दो दिन में विधानसभा चुनाव की घोषणा के साथ आचार संहिता लग सकती है। ऐसे में माना जा रहा है कि भोपाल के लोगों को अपने शहर के नए मास्टर प्लान के लिए अब नई सरकार के गठन तक का इंतजार करना होगा। सरकार ने भोपाल मास्टर प्लान-2031 का संशोधित ड्राफ्ट 2 जून को जारी किया था। दावे-आपत्तियों के बाद इसे अंतिम रूप दिया जाना xyxy=(476,1554,679,1780)
rate-row xyxy=(1127,1977,1324,1999)
quote-block xyxy=(1335,613,1531,709)
rate-item: बंगाली मिठाई xyxy=(1141,2091,1201,2105)
bullet-icon: ■ xyxy=(1127,2069,1138,2083)
election-kicker-row xyxy=(287,1791,1334,1817)
bed xyxy=(1049,435,1165,481)
rate-price: 869 रुपए xyxy=(1276,2047,1324,2061)
building-shape xyxy=(1130,1064,1305,1151)
dengue-subhead: प्राइवेट अस्पतालों में किए जा रहे रैपिड टेस्ट को मलेरिया विभाग नहीं देता मान्यता xyxy=(680,271,1323,297)
